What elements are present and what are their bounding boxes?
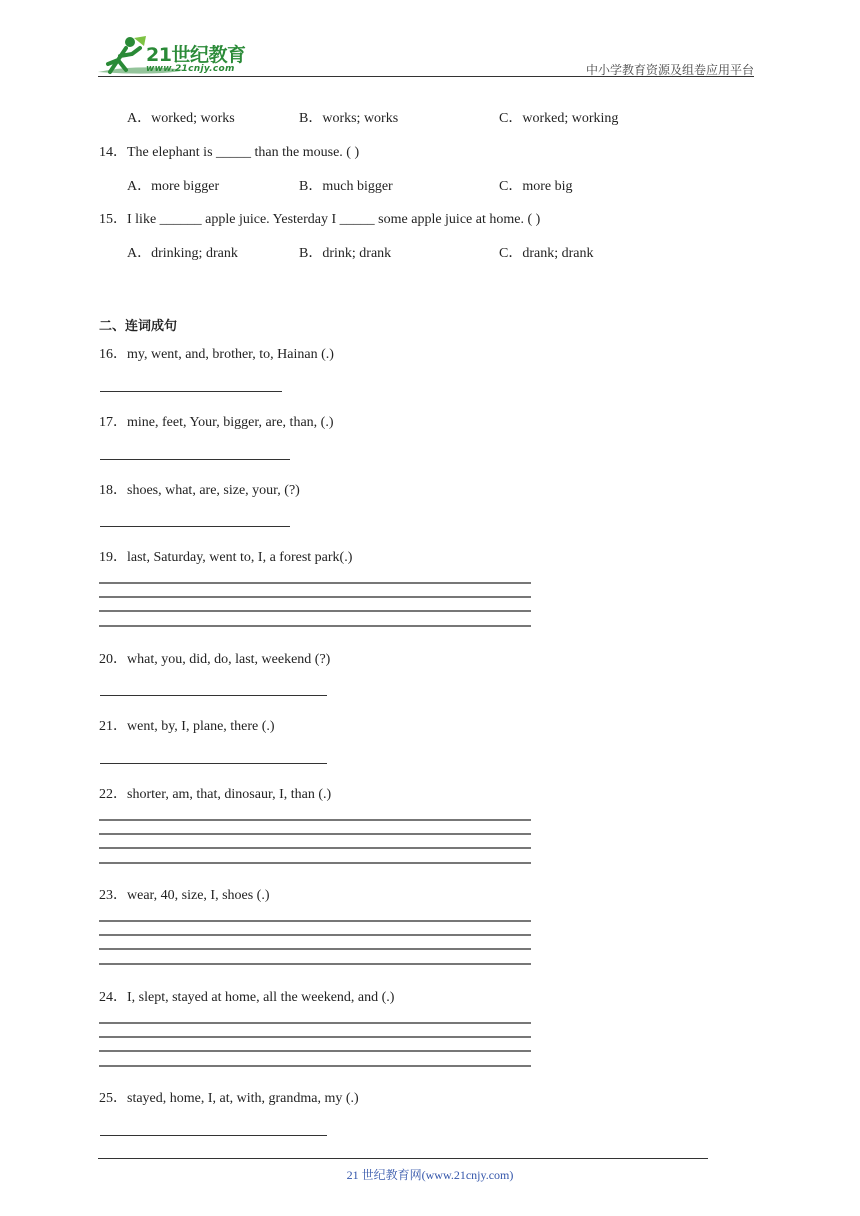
answer-line-17	[100, 459, 290, 460]
q13-option-a: A．worked; works	[127, 111, 235, 126]
answer-line-20	[100, 695, 327, 696]
q13-option-b: B．works; works	[299, 111, 399, 126]
writing-lines-23	[99, 920, 531, 968]
sentence-16: 16．my, went, and, brother, to, Hainan (.)	[99, 347, 334, 362]
sentence-20: 20．what, you, did, do, last, weekend (?)	[99, 652, 331, 667]
sentence-18: 18．shoes, what, are, size, your, (?)	[99, 483, 300, 498]
q13-option-c: C．worked; working	[499, 111, 619, 126]
sentence-17: 17．mine, feet, Your, bigger, are, than, (.)	[99, 415, 334, 430]
answer-line-21	[100, 763, 327, 764]
header-rule	[98, 76, 754, 77]
section-title: 二、连词成句	[99, 319, 178, 334]
platform-title: 中小学教育资源及组卷应用平台	[585, 63, 754, 77]
q14-option-c: C．more big	[499, 179, 573, 194]
answer-line-16	[100, 391, 282, 392]
sentence-23: 23．wear, 40, size, I, shoes (.)	[99, 888, 270, 903]
writing-lines-24	[99, 1022, 531, 1070]
footer-text: 21 世纪教育网(www.21cnjy.com)	[346, 1168, 514, 1182]
answer-line-25	[100, 1135, 327, 1136]
logo-brand-text: 21世纪教育	[146, 44, 246, 66]
q14-question: 14．The elephant is _____ than the mouse. ( )	[99, 145, 360, 160]
logo-url-text: www.21cnjy.com	[146, 64, 235, 74]
writing-lines-22	[99, 819, 531, 867]
writing-lines-19	[99, 582, 531, 630]
q15-question: 15．I like ______ apple juice. Yesterday I _____ some apple juice at home. ( )	[99, 212, 541, 227]
q14-option-a: A．more bigger	[127, 179, 220, 194]
sentence-22: 22．shorter, am, that, dinosaur, I, than (.)	[99, 787, 332, 802]
footer-rule	[98, 1158, 708, 1159]
q15-option-a: A．drinking; drank	[127, 246, 238, 261]
q15-option-b: B．drink; drank	[299, 246, 392, 261]
q14-option-b: B．much bigger	[299, 179, 393, 194]
sentence-24: 24．I, slept, stayed at home, all the weekend, and (.)	[99, 990, 395, 1005]
sentence-21: 21．went, by, I, plane, there (.)	[99, 719, 275, 734]
sentence-19: 19．last, Saturday, went to, I, a forest park(.)	[99, 550, 353, 565]
q15-option-c: C．drank; drank	[499, 246, 594, 261]
sentence-25: 25．stayed, home, I, at, with, grandma, my (.)	[99, 1091, 359, 1106]
answer-line-18	[100, 526, 290, 527]
